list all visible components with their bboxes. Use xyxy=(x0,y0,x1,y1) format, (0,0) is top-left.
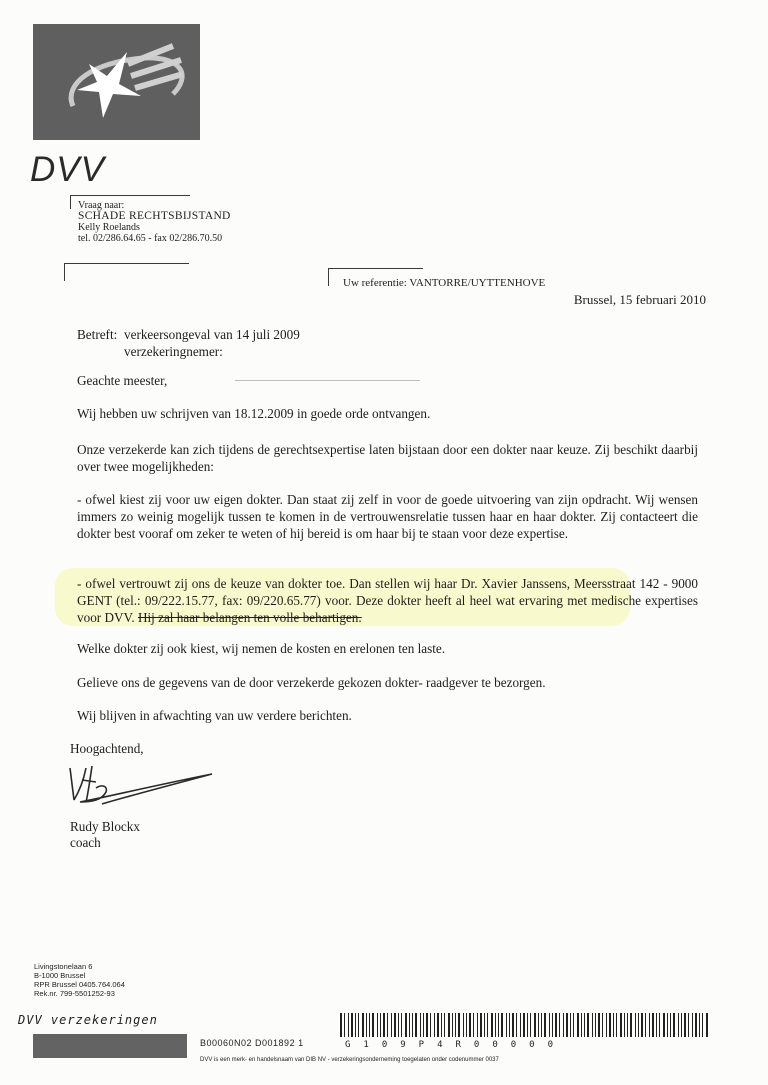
reference-rule xyxy=(328,268,423,269)
star-logo-icon xyxy=(33,24,200,140)
paragraph-4-main: - ofwel vertrouwt zij ons de keuze van dokter toe. Dan stellen wij haar Dr. Xavier Janssens, Meersstraat 142 - 9000 GENT (tel.: 09/222.15.77, fax: 09/220.65.77) voor. Deze dokter heeft al heel wat ervaring met medische expertises voor DVV. xyxy=(77,576,698,625)
contact-phone: tel. 02/286.64.65 - fax 02/286.70.50 xyxy=(78,233,223,244)
brand-name: DVV xyxy=(30,150,105,189)
paragraph-4 xyxy=(77,575,698,626)
contact-name: Kelly Roelands xyxy=(78,222,140,233)
paragraph-2: Onze verzekerde kan zich tijdens de gerechtsexpertise laten bijstaan door een dokter naar keuze. Zij beschikt daarbij over twee mogelijkheden: xyxy=(77,442,698,474)
salutation: Geachte meester, xyxy=(77,373,168,388)
contact-block xyxy=(78,200,231,244)
address-line-2: B-1000 Brussel xyxy=(34,971,86,980)
paragraph-1: Wij hebben uw schrijven van 18.12.2009 in goede orde ontvangen. xyxy=(77,406,431,421)
document-codes: B00060N02 D001892 1 xyxy=(200,1038,304,1048)
contact-rule xyxy=(70,195,190,196)
subject-line-2: verzekeringnemer: xyxy=(124,344,223,359)
address-line-4: Rek.nr. 799-5501252-93 xyxy=(34,989,115,998)
redacted-name-line xyxy=(235,380,420,381)
reference-bracket xyxy=(328,268,329,286)
department: SCHADE RECHTSBIJSTAND xyxy=(78,210,231,222)
signature xyxy=(62,760,222,822)
dvv-logo xyxy=(33,24,200,140)
contact-bracket xyxy=(70,195,71,209)
paragraph-4-struck: Hij zal haar belangen ten volle behartigen. xyxy=(137,610,362,625)
paragraph-7: Wij blijven in afwachting van uw verdere berichten. xyxy=(77,708,352,723)
footer-brand: DVV verzekeringen xyxy=(18,1013,158,1027)
closing: Hoogachtend, xyxy=(70,741,144,756)
legal-notice: DVV is een merk- en handelsnaam van DIB NV - verzekeringsonderneming toegelaten onder codenummer 0037 xyxy=(200,1057,499,1063)
subject-line-1: verkeersongeval van 14 juli 2009 xyxy=(124,327,300,342)
ask-for-label: Vraag naar: xyxy=(78,200,125,211)
paragraph-5: Welke dokter zij ook kiest, wij nemen de kosten en erelonen ten laste. xyxy=(77,641,446,656)
paragraph-3: - ofwel kiest zij voor uw eigen dokter. Dan staat zij zelf in voor de goede uitvoering van zijn opdracht. Wij wensen immers zo weinig mogelijk tussen te komen in de vertrouwensrelatie tussen haar en haar dokter. Zij contacteert die dokter best vooraf om zeker te weten of hij bereid is om haar bij te staan voor deze expertise. xyxy=(77,492,698,541)
address-rule xyxy=(64,263,189,264)
barcode-icon xyxy=(340,1013,712,1037)
address-bracket xyxy=(64,263,65,281)
footer-logo-bar xyxy=(33,1034,187,1058)
footer-address xyxy=(34,962,125,998)
signer-title: coach xyxy=(70,835,101,850)
barcode-digits: G109P4R00000 xyxy=(345,1040,567,1050)
reference: Uw referentie: VANTORRE/UYTTENHOVE xyxy=(343,277,546,289)
address-line-3: RPR Brussel 0405.764.064 xyxy=(34,980,125,989)
subject-label: Betreft: xyxy=(77,327,118,342)
address-line-1: Livingstonelaan 6 xyxy=(34,962,93,971)
paragraph-6: Gelieve ons de gegevens van de door verzekerde gekozen dokter- raadgever te bezorgen. xyxy=(77,675,546,690)
signer-name: Rudy Blockx xyxy=(70,819,140,834)
letter-date: Brussel, 15 februari 2010 xyxy=(573,292,706,307)
